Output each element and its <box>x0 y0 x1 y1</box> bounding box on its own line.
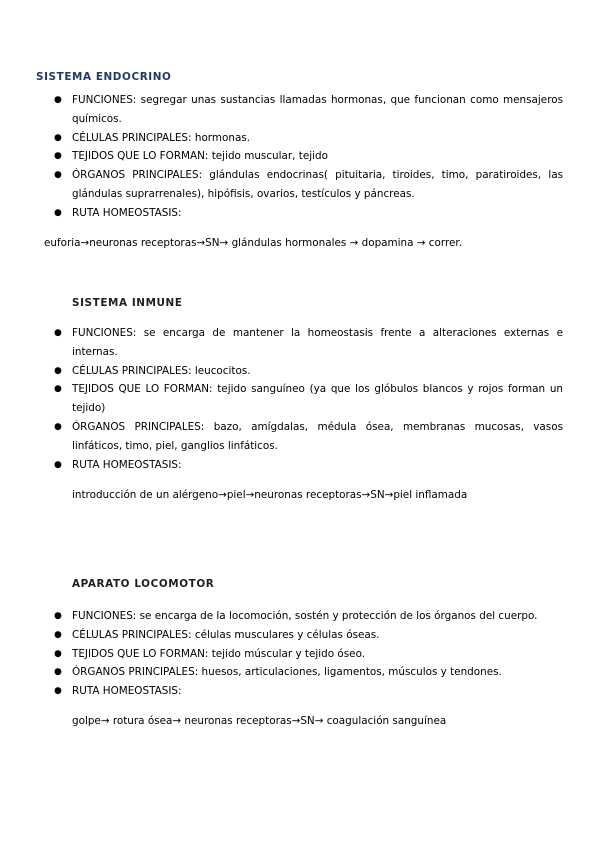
list-item <box>54 456 563 475</box>
list-item <box>54 166 563 204</box>
item-text: tejido múscular y tejido óseo. <box>211 647 366 660</box>
bullet-icon: ● <box>54 328 62 338</box>
item-label: FUNCIONES: <box>72 327 137 339</box>
list-item <box>54 418 563 456</box>
bullet-icon: ● <box>54 611 62 621</box>
item-text: tejido sanguíneo (ya que los glóbulos blancos y rojos forman un tejido) <box>72 383 563 415</box>
item-label: TEJIDOS QUE LO FORMAN: <box>72 383 213 396</box>
item-label: CÉLULAS PRINCIPALES: <box>72 131 192 144</box>
bullet-icon: ● <box>54 365 62 376</box>
item-list <box>54 324 563 474</box>
item-list <box>54 91 564 223</box>
item-label: TEJIDOS QUE LO FORMAN: <box>72 150 209 163</box>
list-item <box>54 91 564 129</box>
bullet-icon: ● <box>54 686 62 697</box>
item-text: huesos, articulaciones, ligamentos, músculos y tendones. <box>201 666 502 679</box>
section-title: SISTEMA ENDOCRINO <box>36 71 172 83</box>
bullet-icon: ● <box>54 170 62 181</box>
bullet-icon: ● <box>54 151 62 162</box>
item-label: CÉLULAS PRINCIPALES: <box>72 364 192 377</box>
item-text: se encarga de la locomoción, sostén y protección de los órganos del cuerpo. <box>139 610 538 622</box>
bullet-icon: ● <box>54 421 62 432</box>
item-label: RUTA HOMEOSTASIS: <box>72 685 182 698</box>
bullet-icon: ● <box>54 132 62 143</box>
list-item <box>54 607 563 626</box>
item-label: ÓRGANOS PRINCIPALES: <box>72 666 199 679</box>
list-item <box>54 204 563 223</box>
item-label: ÓRGANOS PRINCIPALES: <box>72 169 203 182</box>
item-text: glándulas endocrinas( pituitaria, tiroides, timo, paratiroides, las glándulas suprarrenales), hipófisis, ovarios, testículos y páncreas. <box>72 169 563 200</box>
bullet-icon: ● <box>54 667 62 678</box>
item-label: ÓRGANOS PRINCIPALES: <box>72 420 205 433</box>
item-text: bazo, amígdalas, médula ósea, membranas mucosas, vasos linfáticos, timo, piel, ganglios linfáticos. <box>72 420 563 452</box>
list-item <box>54 645 563 664</box>
bullet-icon: ● <box>54 384 62 395</box>
item-text: hormonas. <box>194 131 251 144</box>
homeostasis-route: golpe→ rotura ósea→ neuronas receptoras→SN→ coagulación sanguínea <box>72 715 447 727</box>
list-item <box>54 147 563 166</box>
bullet-icon: ● <box>54 207 62 218</box>
bullet-icon: ● <box>54 629 62 640</box>
bullet-icon: ● <box>54 648 62 659</box>
item-label: TEJIDOS QUE LO FORMAN: <box>72 647 209 660</box>
item-label: FUNCIONES: <box>72 610 137 622</box>
list-item <box>54 626 563 645</box>
list-item <box>54 324 563 362</box>
bullet-icon: ● <box>54 95 62 105</box>
homeostasis-route: introducción de un alérgeno→piel→neuronas receptoras→SN→piel inflamada <box>72 489 468 501</box>
list-item <box>54 362 563 381</box>
item-list <box>54 607 563 701</box>
list-item <box>54 129 563 148</box>
item-label: RUTA HOMEOSTASIS: <box>72 458 182 471</box>
list-item <box>54 380 563 418</box>
item-text: se encarga de mantener la homeostasis frente a alteraciones externas e internas. <box>72 327 563 358</box>
item-label: CÉLULAS PRINCIPALES: <box>72 628 192 641</box>
section-title: SISTEMA INMUNE <box>72 297 183 309</box>
section-title: APARATO LOCOMOTOR <box>72 578 215 590</box>
item-label: FUNCIONES: <box>72 94 137 106</box>
list-item <box>54 663 563 682</box>
bullet-icon: ● <box>54 459 62 470</box>
item-text: tejido muscular, tejido <box>211 150 328 163</box>
item-label: RUTA HOMEOSTASIS: <box>72 206 182 219</box>
item-text: leucocitos. <box>194 364 251 377</box>
item-text: segregar unas sustancias llamadas hormonas, que funcionan como mensajeros químicos. <box>72 94 564 125</box>
item-text: células musculares y células óseas. <box>194 628 380 641</box>
homeostasis-route: euforia→neuronas receptoras→SN→ glándulas hormonales → dopamina → correr. <box>44 237 463 249</box>
list-item <box>54 682 563 701</box>
